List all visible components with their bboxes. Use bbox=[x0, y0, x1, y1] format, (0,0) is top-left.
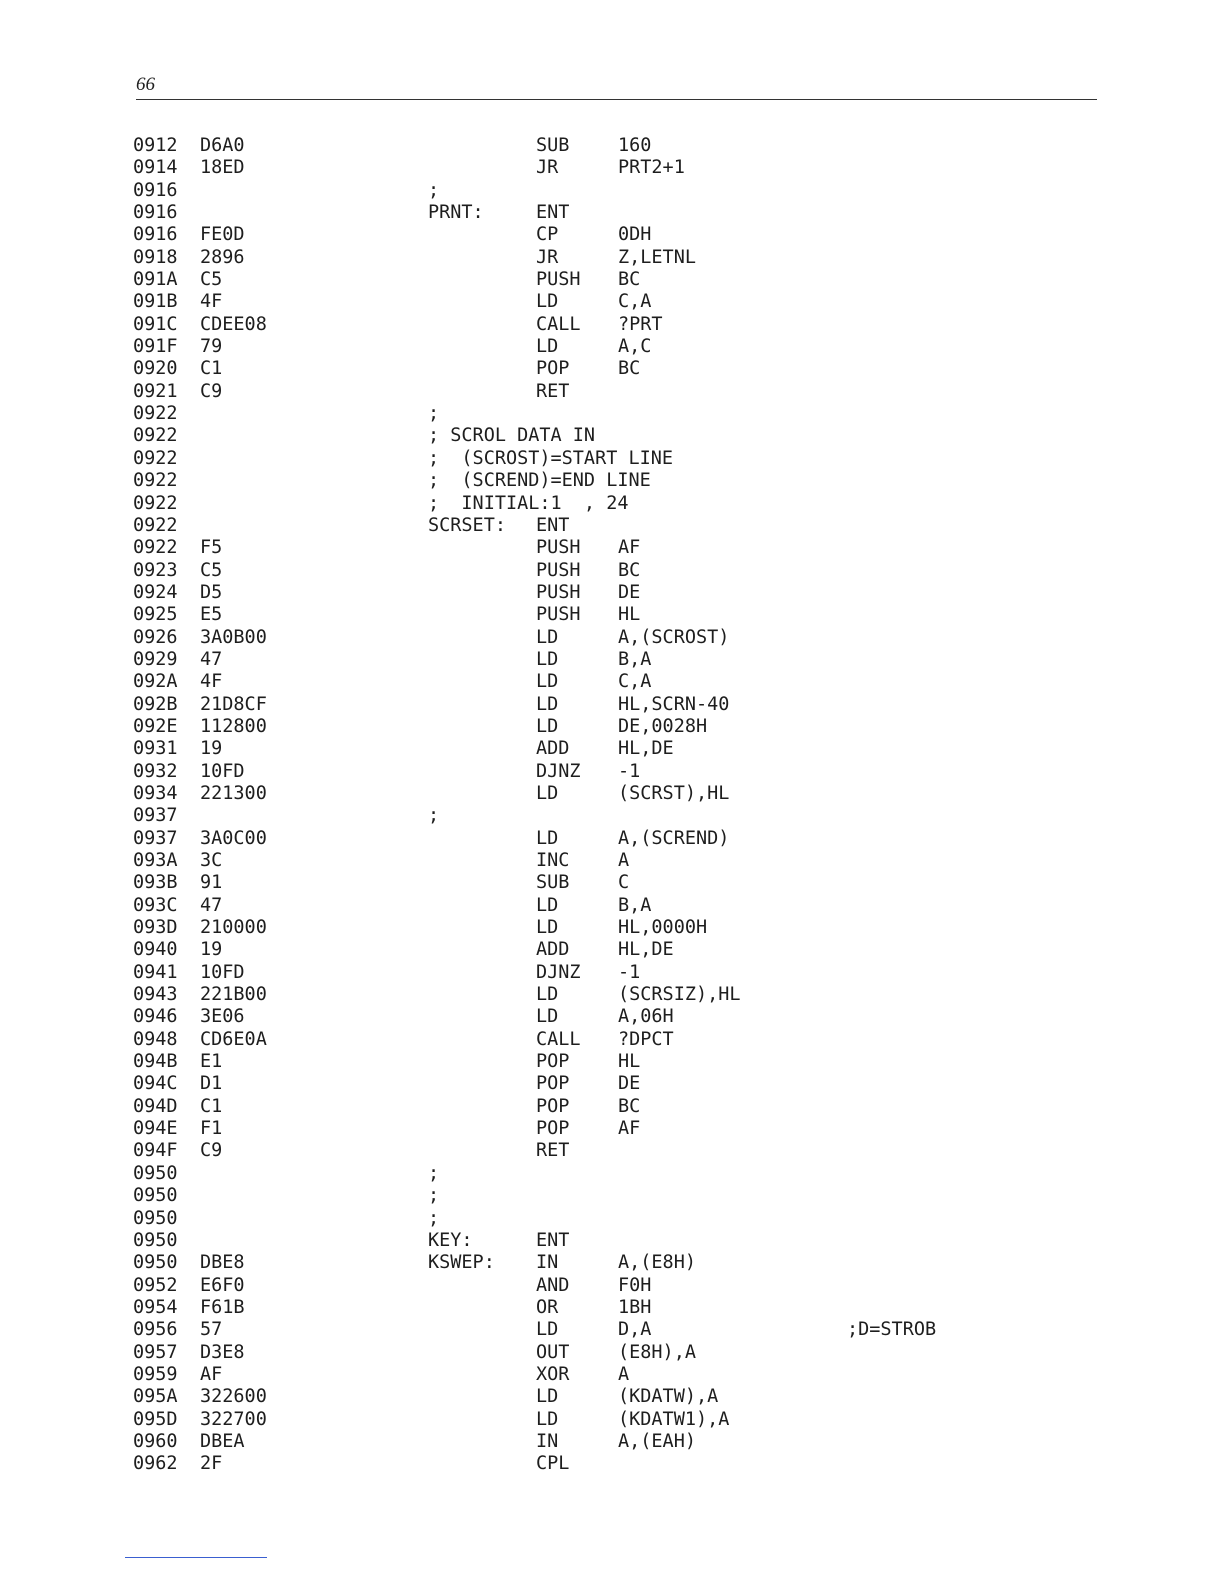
listing-machine-code: D6A0 bbox=[200, 135, 245, 156]
listing-operand: F0H bbox=[618, 1274, 652, 1296]
listing-operand: D,A bbox=[618, 1319, 652, 1341]
listing-machine-code: C9 bbox=[200, 380, 223, 402]
listing-opcode: PUSH bbox=[536, 537, 581, 559]
listing-address: 091F bbox=[133, 336, 178, 358]
listing-opcode: POP bbox=[536, 1118, 570, 1140]
listing-operand: BC bbox=[618, 269, 641, 291]
listing-operand: -1 bbox=[618, 961, 641, 983]
listing-address: 0940 bbox=[133, 939, 178, 961]
listing-opcode: PUSH bbox=[536, 559, 581, 581]
listing-machine-code: C1 bbox=[200, 358, 223, 380]
listing-address: 0932 bbox=[133, 760, 178, 782]
listing-opcode: POP bbox=[536, 358, 570, 380]
listing-machine-code: 322700 bbox=[200, 1408, 267, 1430]
listing-machine-code: 79 bbox=[200, 336, 223, 358]
listing-address: 0922 bbox=[133, 537, 178, 559]
listing-machine-code: 47 bbox=[200, 894, 223, 916]
listing-operand: (KDATW1),A bbox=[618, 1408, 730, 1430]
listing-opcode: LD bbox=[536, 782, 559, 804]
listing-address: 0922 bbox=[133, 492, 178, 514]
listing-machine-code: FE0D bbox=[200, 224, 245, 246]
listing-operand: B,A bbox=[618, 648, 652, 670]
listing-operand: (E8H),A bbox=[618, 1341, 696, 1363]
listing-machine-code: 19 bbox=[200, 939, 223, 961]
listing-address: 0929 bbox=[133, 648, 178, 670]
listing-opcode: LD bbox=[536, 917, 559, 939]
listing-opcode: LD bbox=[536, 336, 559, 358]
listing-operand: 1BH bbox=[618, 1296, 652, 1318]
page-number: 66 bbox=[136, 74, 155, 95]
listing-opcode: IN bbox=[536, 1252, 559, 1274]
listing-operand: ?DPCT bbox=[618, 1028, 674, 1050]
listing-machine-code: CD6E0A bbox=[200, 1028, 267, 1050]
listing-machine-code: AF bbox=[200, 1363, 223, 1385]
listing-address: 0962 bbox=[133, 1453, 178, 1475]
listing-address: 0914 bbox=[133, 157, 178, 179]
listing-operand: A,C bbox=[618, 336, 652, 358]
listing-opcode: OR bbox=[536, 1296, 559, 1318]
listing-operand: ?PRT bbox=[618, 313, 663, 335]
listing-address: 0954 bbox=[133, 1296, 178, 1318]
listing-address: 0921 bbox=[133, 380, 178, 402]
listing-machine-code: 112800 bbox=[200, 715, 267, 737]
listing-address: 095A bbox=[133, 1386, 178, 1408]
listing-operand: A bbox=[618, 850, 630, 871]
listing-address: 093C bbox=[133, 894, 178, 916]
listing-label: ; bbox=[428, 805, 440, 827]
listing-opcode: PUSH bbox=[536, 269, 581, 291]
listing-opcode: LD bbox=[536, 1386, 559, 1408]
listing-opcode: POP bbox=[536, 1073, 570, 1095]
listing-opcode: CALL bbox=[536, 1028, 581, 1050]
listing-address: 0922 bbox=[133, 447, 178, 469]
listing-machine-code: 57 bbox=[200, 1319, 223, 1341]
listing-address: 0931 bbox=[133, 738, 178, 760]
listing-address: 0937 bbox=[133, 805, 178, 827]
listing-label: ; INITIAL:1 , 24 bbox=[428, 492, 629, 514]
listing-opcode: LD bbox=[536, 827, 559, 849]
listing-operand: A bbox=[618, 1363, 630, 1385]
listing-address: 0956 bbox=[133, 1319, 178, 1341]
listing-opcode: DJNZ bbox=[536, 760, 581, 782]
listing-machine-code: 10FD bbox=[200, 760, 245, 782]
listing-address: 0950 bbox=[133, 1229, 178, 1251]
listing-label: ; bbox=[428, 1185, 440, 1207]
listing-machine-code: 221B00 bbox=[200, 984, 267, 1006]
listing-machine-code: 322600 bbox=[200, 1386, 267, 1408]
listing-opcode: RET bbox=[536, 380, 570, 402]
listing-machine-code: DBE8 bbox=[200, 1252, 245, 1274]
listing-opcode: SUB bbox=[536, 135, 570, 156]
listing-address: 0924 bbox=[133, 581, 178, 603]
listing-opcode: DJNZ bbox=[536, 961, 581, 983]
listing-machine-code: 210000 bbox=[200, 917, 267, 939]
listing-operand: HL,0000H bbox=[618, 917, 708, 939]
listing-opcode: PUSH bbox=[536, 581, 581, 603]
listing-operand: (SCRST),HL bbox=[618, 782, 730, 804]
listing-address: 0960 bbox=[133, 1430, 178, 1452]
listing-machine-code: C5 bbox=[200, 559, 223, 581]
listing-address: 0922 bbox=[133, 470, 178, 492]
listing-address: 092A bbox=[133, 671, 178, 693]
listing-operand: PRT2+1 bbox=[618, 157, 685, 179]
listing-address: 091C bbox=[133, 313, 178, 335]
listing-address: 0916 bbox=[133, 179, 178, 201]
listing-operand: A,(SCROST) bbox=[618, 626, 730, 648]
listing-address: 0916 bbox=[133, 224, 178, 246]
listing-address: 0934 bbox=[133, 782, 178, 804]
listing-address: 0952 bbox=[133, 1274, 178, 1296]
header-rule bbox=[136, 99, 1097, 100]
listing-machine-code: F5 bbox=[200, 537, 223, 559]
listing-opcode: CP bbox=[536, 224, 559, 246]
listing-machine-code: D1 bbox=[200, 1073, 223, 1095]
listing-operand: HL,DE bbox=[618, 738, 674, 760]
listing-address: 0923 bbox=[133, 559, 178, 581]
listing-machine-code: 2F bbox=[200, 1453, 223, 1475]
listing-opcode: POP bbox=[536, 1051, 570, 1073]
listing-address: 092B bbox=[133, 693, 178, 715]
listing-opcode: LD bbox=[536, 626, 559, 648]
listing-machine-code: CDEE08 bbox=[200, 313, 267, 335]
listing-address: 094B bbox=[133, 1051, 178, 1073]
listing-operand: Z,LETNL bbox=[618, 246, 696, 268]
listing-opcode: ADD bbox=[536, 939, 570, 961]
listing-address: 0959 bbox=[133, 1363, 178, 1385]
listing-machine-code: F61B bbox=[200, 1296, 245, 1318]
listing-opcode: LD bbox=[536, 894, 559, 916]
listing-opcode: INC bbox=[536, 850, 570, 871]
listing-operand: A,(E8H) bbox=[618, 1252, 696, 1274]
listing-machine-code: C1 bbox=[200, 1095, 223, 1117]
listing-opcode: LD bbox=[536, 693, 559, 715]
listing-machine-code: 91 bbox=[200, 872, 223, 894]
listing-machine-code: 3C bbox=[200, 850, 223, 871]
listing-opcode: CALL bbox=[536, 313, 581, 335]
listing-opcode: LD bbox=[536, 1408, 559, 1430]
listing-machine-code: D5 bbox=[200, 581, 223, 603]
listing-label: KEY: bbox=[428, 1229, 473, 1251]
listing-label: ; bbox=[428, 179, 440, 201]
listing-machine-code: 221300 bbox=[200, 782, 267, 804]
listing-label: ; bbox=[428, 403, 440, 425]
listing-address: 0926 bbox=[133, 626, 178, 648]
listing-machine-code: 4F bbox=[200, 291, 223, 313]
listing-address: 0918 bbox=[133, 246, 178, 268]
listing-machine-code: 47 bbox=[200, 648, 223, 670]
listing-address: 0925 bbox=[133, 604, 178, 626]
listing-opcode: JR bbox=[536, 157, 559, 179]
listing-machine-code: 18ED bbox=[200, 157, 245, 179]
footer-rule bbox=[125, 1557, 267, 1558]
listing-opcode: AND bbox=[536, 1274, 570, 1296]
listing-operand: (KDATW),A bbox=[618, 1386, 719, 1408]
listing-opcode: ADD bbox=[536, 738, 570, 760]
listing-opcode: OUT bbox=[536, 1341, 570, 1363]
listing-address: 0922 bbox=[133, 403, 178, 425]
listing-operand: BC bbox=[618, 559, 641, 581]
listing-opcode: LD bbox=[536, 648, 559, 670]
listing-operand: B,A bbox=[618, 894, 652, 916]
listing-address: 094E bbox=[133, 1118, 178, 1140]
listing-address: 095D bbox=[133, 1408, 178, 1430]
listing-machine-code: 2896 bbox=[200, 246, 245, 268]
listing-address: 0920 bbox=[133, 358, 178, 380]
listing-operand: 160 bbox=[618, 135, 652, 156]
listing-opcode: IN bbox=[536, 1430, 559, 1452]
listing-operand: BC bbox=[618, 358, 641, 380]
listing-machine-code: E6F0 bbox=[200, 1274, 245, 1296]
listing-label: SCRSET: bbox=[428, 514, 506, 536]
listing-machine-code: 21D8CF bbox=[200, 693, 267, 715]
listing-label: KSWEP: bbox=[428, 1252, 495, 1274]
listing-machine-code: 3E06 bbox=[200, 1006, 245, 1028]
listing-operand: AF bbox=[618, 1118, 641, 1140]
listing-operand: HL,DE bbox=[618, 939, 674, 961]
listing-machine-code: C5 bbox=[200, 269, 223, 291]
listing-machine-code: 19 bbox=[200, 738, 223, 760]
listing-address: 094C bbox=[133, 1073, 178, 1095]
listing-operand: HL bbox=[618, 1051, 641, 1073]
listing-opcode: LD bbox=[536, 715, 559, 737]
listing-address: 0950 bbox=[133, 1252, 178, 1274]
listing-comment: ;D=STROB bbox=[847, 1319, 937, 1341]
listing-opcode: LD bbox=[536, 291, 559, 313]
listing-operand: C,A bbox=[618, 291, 652, 313]
listing-address: 0946 bbox=[133, 1006, 178, 1028]
listing-label: PRNT: bbox=[428, 202, 484, 224]
listing-operand: 0DH bbox=[618, 224, 652, 246]
listing-opcode: POP bbox=[536, 1095, 570, 1117]
listing-address: 094D bbox=[133, 1095, 178, 1117]
listing-label: ; SCROL DATA IN bbox=[428, 425, 596, 447]
listing-operand: HL bbox=[618, 604, 641, 626]
listing-address: 093A bbox=[133, 850, 178, 871]
listing-opcode: LD bbox=[536, 1319, 559, 1341]
listing-opcode: JR bbox=[536, 246, 559, 268]
listing-machine-code: E1 bbox=[200, 1051, 223, 1073]
listing-address: 0950 bbox=[133, 1207, 178, 1229]
listing-label: ; (SCROST)=START LINE bbox=[428, 447, 674, 469]
listing-operand: -1 bbox=[618, 760, 641, 782]
listing-machine-code: 4F bbox=[200, 671, 223, 693]
listing-address: 091A bbox=[133, 269, 178, 291]
listing-address: 091B bbox=[133, 291, 178, 313]
listing-opcode: ENT bbox=[536, 1229, 570, 1251]
listing-address: 0922 bbox=[133, 425, 178, 447]
listing-address: 0957 bbox=[133, 1341, 178, 1363]
listing-address: 0922 bbox=[133, 514, 178, 536]
listing-address: 0937 bbox=[133, 827, 178, 849]
listing-operand: (SCRSIZ),HL bbox=[618, 984, 741, 1006]
listing-opcode: ENT bbox=[536, 202, 570, 224]
listing-opcode: ENT bbox=[536, 514, 570, 536]
listing-machine-code: D3E8 bbox=[200, 1341, 245, 1363]
listing-address: 092E bbox=[133, 715, 178, 737]
listing-machine-code: 3A0B00 bbox=[200, 626, 267, 648]
listing-operand: HL,SCRN-40 bbox=[618, 693, 730, 715]
listing-machine-code: F1 bbox=[200, 1118, 223, 1140]
listing-machine-code: DBEA bbox=[200, 1430, 245, 1452]
listing-machine-code: 3A0C00 bbox=[200, 827, 267, 849]
listing-opcode: RET bbox=[536, 1140, 570, 1162]
listing-opcode: SUB bbox=[536, 872, 570, 894]
listing-address: 0916 bbox=[133, 202, 178, 224]
listing-opcode: LD bbox=[536, 1006, 559, 1028]
listing-opcode: LD bbox=[536, 671, 559, 693]
listing-machine-code: E5 bbox=[200, 604, 223, 626]
listing-address: 0943 bbox=[133, 984, 178, 1006]
listing-operand: C,A bbox=[618, 671, 652, 693]
listing-address: 0950 bbox=[133, 1162, 178, 1184]
listing-address: 0941 bbox=[133, 961, 178, 983]
listing-operand: A,(EAH) bbox=[618, 1430, 696, 1452]
listing-opcode: XOR bbox=[536, 1363, 570, 1385]
listing-operand: C bbox=[618, 872, 630, 894]
listing-address: 0912 bbox=[133, 135, 178, 156]
listing-label: ; (SCREND)=END LINE bbox=[428, 470, 651, 492]
listing-operand: A,(SCREND) bbox=[618, 827, 730, 849]
listing-opcode: PUSH bbox=[536, 604, 581, 626]
listing-address: 093B bbox=[133, 872, 178, 894]
listing-operand: BC bbox=[618, 1095, 641, 1117]
listing-operand: DE,0028H bbox=[618, 715, 708, 737]
listing-operand: DE bbox=[618, 1073, 641, 1095]
listing-label: ; bbox=[428, 1162, 440, 1184]
listing-address: 0950 bbox=[133, 1185, 178, 1207]
listing-opcode: CPL bbox=[536, 1453, 570, 1475]
listing-operand: A,06H bbox=[618, 1006, 674, 1028]
listing-address: 0948 bbox=[133, 1028, 178, 1050]
listing-operand: DE bbox=[618, 581, 641, 603]
listing-operand: AF bbox=[618, 537, 641, 559]
listing-machine-code: 10FD bbox=[200, 961, 245, 983]
listing-machine-code: C9 bbox=[200, 1140, 223, 1162]
listing-address: 093D bbox=[133, 917, 178, 939]
listing-label: ; bbox=[428, 1207, 440, 1229]
listing-opcode: LD bbox=[536, 984, 559, 1006]
listing-address: 094F bbox=[133, 1140, 178, 1162]
